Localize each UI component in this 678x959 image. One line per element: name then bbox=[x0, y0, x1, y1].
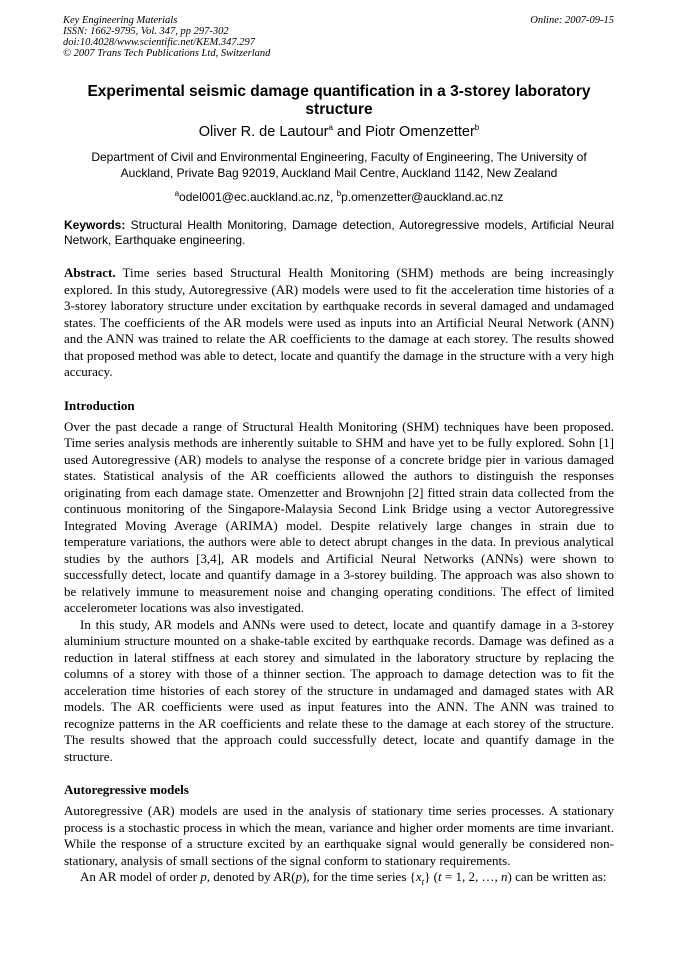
email-1[interactable]: odel001@ec.auckland.ac.nz, bbox=[179, 190, 337, 204]
email-2[interactable]: p.omenzetter@auckland.ac.nz bbox=[341, 190, 504, 204]
paper-body bbox=[64, 83, 614, 890]
ar-paragraph-1: Autoregressive (AR) models are used in the analysis of stationary time series processes. A stationary process is a stochastic process in which the mean, variance and higher order moments are time invariant. While the response of a structure excited by an earthquake signal would generally be considered non-stationary, analysis of small sections of the signal conform to stationary requirements. bbox=[64, 803, 614, 868]
abstract-label: Abstract. bbox=[64, 265, 116, 280]
ar-text-c: ), for the time series { bbox=[302, 869, 416, 884]
abstract bbox=[64, 265, 614, 381]
ar-var-p2: p bbox=[295, 869, 303, 884]
intro-paragraph-1: Over the past decade a range of Structural Health Monitoring (SHM) techniques have been proposed. Time series analysis methods are inherently suitable to SHM and have yet to be fully explored. Sohn [1] used Autoregressive (AR) models to analyse the response of a concrete bridge pier in various damaged states. Statistical analysis of the AR coefficients allowed the authors to distinguish the responses originating from each damage state. Omenzetter and Brownjohn [2] fitted strain data collected from the continuous monitoring of the Singapore-Malaysia Second Link Bridge using a vector Autoregressive Integrated Moving Average (ARIMA) model. Despite relatively large changes in strain due to temperature variations, the authors were able to detect abrupt changes in the data. In previous analytical studies by the authors [3,4], AR models and Artificial Neural Networks (ANNs) were shown to successfully detect, locate and quantify damage in a 3-storey building. The approach was also shown to be relatively immune to measurement noise and changing operating conditions. The effect of limited accelerometer locations was also investigated. bbox=[64, 418, 614, 615]
author-2-sup: b bbox=[474, 123, 480, 133]
ar-var-t: t bbox=[438, 869, 442, 884]
ar-text-e: = 1, 2, …, bbox=[441, 869, 501, 884]
keywords bbox=[64, 218, 614, 248]
ar-var-n: n bbox=[500, 869, 508, 884]
keywords-text: Structural Health Monitoring, Damage detection, Autoregressive models, Artificial Neural Network, Earthquake engineering. bbox=[64, 218, 614, 247]
ar-text-d: } ( bbox=[424, 869, 439, 884]
email-line bbox=[64, 190, 614, 204]
author-1: Oliver R. de Lautour bbox=[198, 124, 329, 140]
ar-var-x: x bbox=[415, 869, 422, 884]
author-1-sup: a bbox=[328, 123, 333, 133]
ar-text-a: An AR model of order bbox=[80, 869, 201, 884]
abstract-text: Time series based Structural Health Monitoring (SHM) methods are being increasingly explored. In this study, Autoregressive (AR) models were used to fit the acceleration time histories of a 3-storey laboratory structure under excitation by earthquake records in several damaged and undamaged states. The coefficients of the AR models were used as inputs into an Artificial Neural Network (ANN) and the ANN was trained to relate the AR coefficients to the damage at each storey. The results showed that proposed method was able to detect, locate and quantify the damage in the structure with a very high accuracy. bbox=[64, 265, 614, 379]
author-and: and bbox=[332, 124, 366, 140]
ar-var-p: p bbox=[200, 869, 207, 884]
section-heading-ar-models: Autoregressive models bbox=[64, 782, 189, 797]
author-line bbox=[64, 124, 614, 141]
ar-paragraph-2 bbox=[64, 869, 614, 890]
intro-paragraph-2: In this study, AR models and ANNs were used to detect, locate and quantify damage in a 3-storey aluminium structure mounted on a shake-table excited by earthquake records. Damage was defined as a reduction in lateral stiffness at each storey and simulated in the laboratory structure by replacing the columns of a storey with those of a thinner section. The approach to damage detection was to fit the acceleration time histories of each storey of the structure in undamaged and damaged states with AR models. The AR coefficients were used as input features into the ANN. The ANN was trained to recognize patterns in the AR coefficients and relate these to the damage at each storey of the structure. The results showed that the approach could successfully detect, locate and quantify damage in the structure. bbox=[64, 616, 614, 764]
journal-issn: ISSN: 1662-9795, Vol. 347, pp 297-302 bbox=[63, 26, 229, 37]
ar-text-b: , denoted by AR( bbox=[206, 869, 296, 884]
email-1-sup: a bbox=[174, 189, 180, 198]
keywords-label: Keywords: bbox=[64, 218, 126, 232]
journal-doi: doi:10.4028/www.scientific.net/KEM.347.297 bbox=[63, 37, 255, 48]
journal-header bbox=[63, 15, 270, 59]
ar-var-t-sub: t bbox=[421, 876, 425, 887]
online-date: Online: 2007-09-15 bbox=[530, 15, 614, 26]
journal-name: Key Engineering Materials bbox=[63, 15, 178, 26]
ar-text-f: ) can be written as: bbox=[507, 869, 607, 884]
affiliation: Department of Civil and Environmental Engineering, Faculty of Engineering, The University of Auckland, Private Bag 92019, Auckland Mail Centre, Auckland 1142, New Zealand bbox=[91, 150, 587, 180]
journal-copyright: © 2007 Trans Tech Publications Ltd, Switzerland bbox=[63, 48, 271, 59]
author-2: Piotr Omenzetter bbox=[365, 124, 475, 140]
paper-title: Experimental seismic damage quantification in a 3-storey laboratory structure bbox=[87, 83, 591, 118]
section-heading-introduction: Introduction bbox=[64, 397, 135, 413]
email-2-sup: b bbox=[336, 189, 342, 198]
